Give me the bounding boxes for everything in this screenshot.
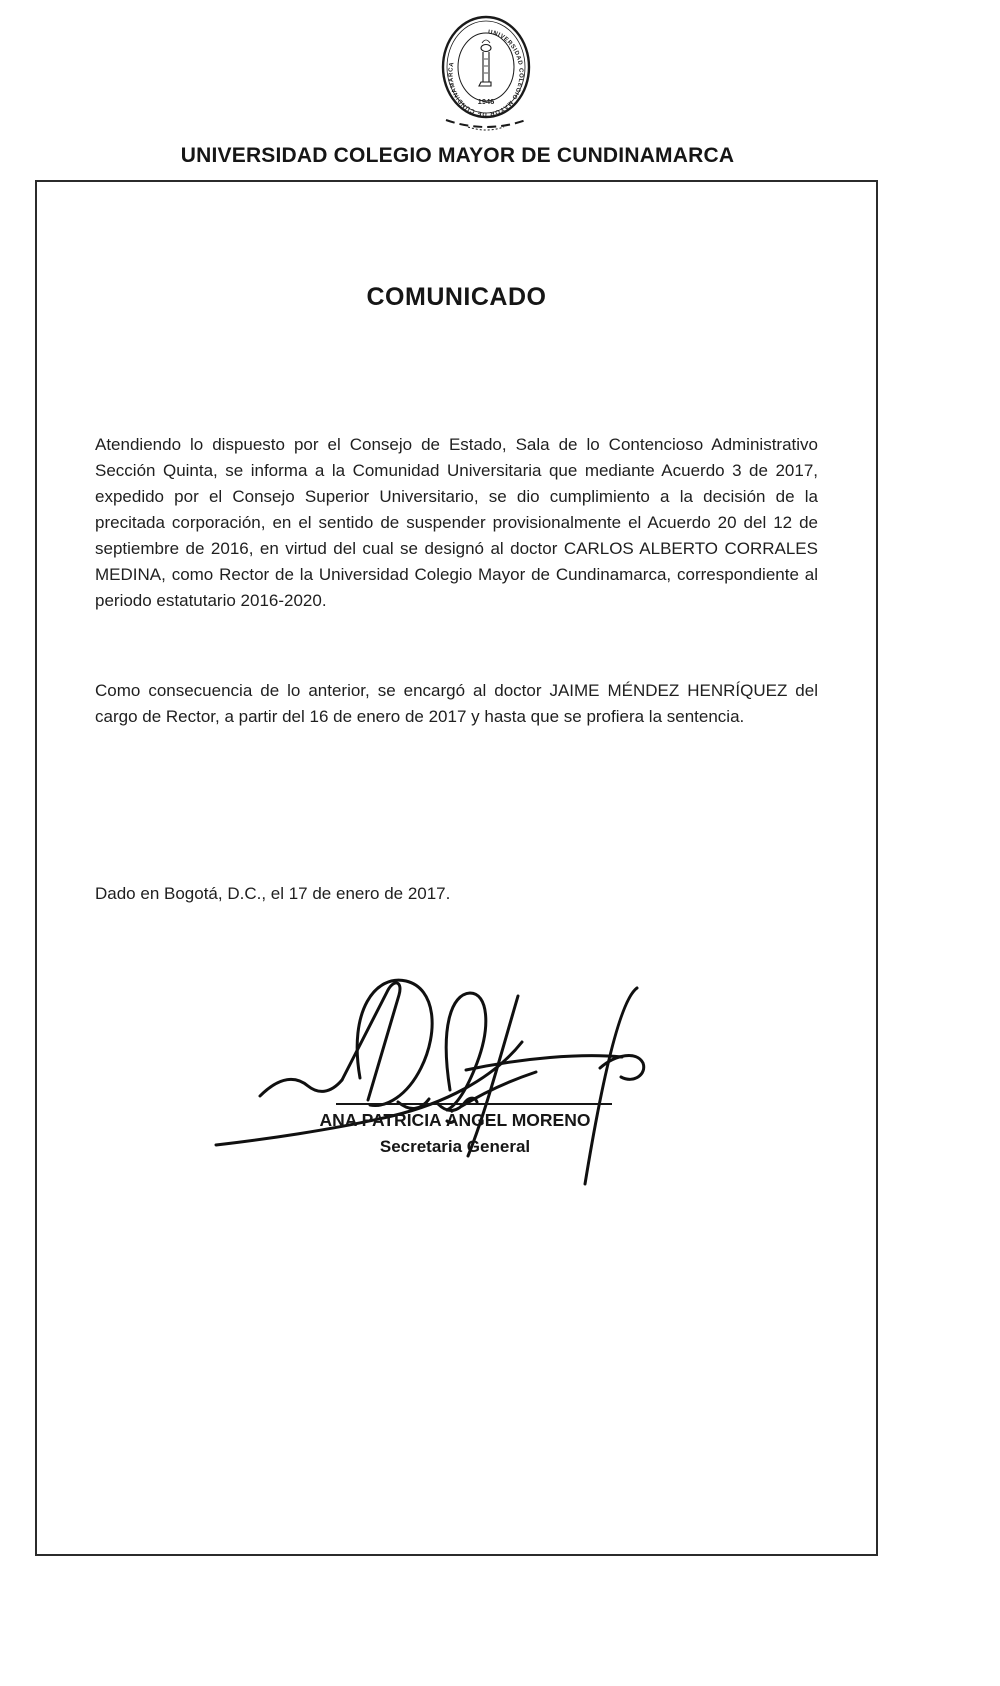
signatory-role: Secretaria General: [379, 1137, 531, 1156]
document-title: COMUNICADO: [366, 283, 547, 311]
signature-line: [336, 1103, 612, 1105]
body-paragraph: Atendiendo lo dispuesto por el Consejo de Estado, Sala de lo Contencioso Administrativo Sección Quinta, se informa a la Comunidad Universitaria que mediante Acuerdo 3 de 2017, expedido por el Consejo Superior Universitario, se dio cumplimiento a la decisión de la precitada corporación, en el sentido de suspender provisionalmente el Acuerdo 20 del 12 de septiembre de 2016, en virtud del cual se designó al doctor CARLOS ALBERTO CORRALES MEDINA, como Rector de la Universidad Colegio Mayor de Cundinamarca, correspondiente al periodo estatutario 2016-2020.: [95, 435, 818, 610]
seal-ribbon: [446, 120, 526, 130]
dateline: Dado en Bogotá, D.C., el 17 de enero de 2017.: [95, 884, 451, 903]
university-seal-icon: [438, 12, 534, 140]
seal-emblem: [479, 40, 491, 86]
university-name: UNIVERSIDAD COLEGIO MAYOR DE CUNDINAMARCA: [180, 144, 735, 167]
seal-year: 1946: [477, 97, 495, 106]
seal-ring-text: UNIVERSIDAD COLEGIO MAYOR DE CUNDINAMARCA: [448, 29, 524, 117]
body-paragraph: Como consecuencia de lo anterior, se encargó al doctor JAIME MÉNDEZ HENRÍQUEZ del cargo de Rector, a partir del 16 de enero de 2017 y hasta que se profiera la sentencia.: [95, 681, 818, 726]
document-frame: [35, 180, 878, 1556]
signatory-name: ANA PATRICIA ÁNGEL MORENO: [319, 1110, 591, 1130]
